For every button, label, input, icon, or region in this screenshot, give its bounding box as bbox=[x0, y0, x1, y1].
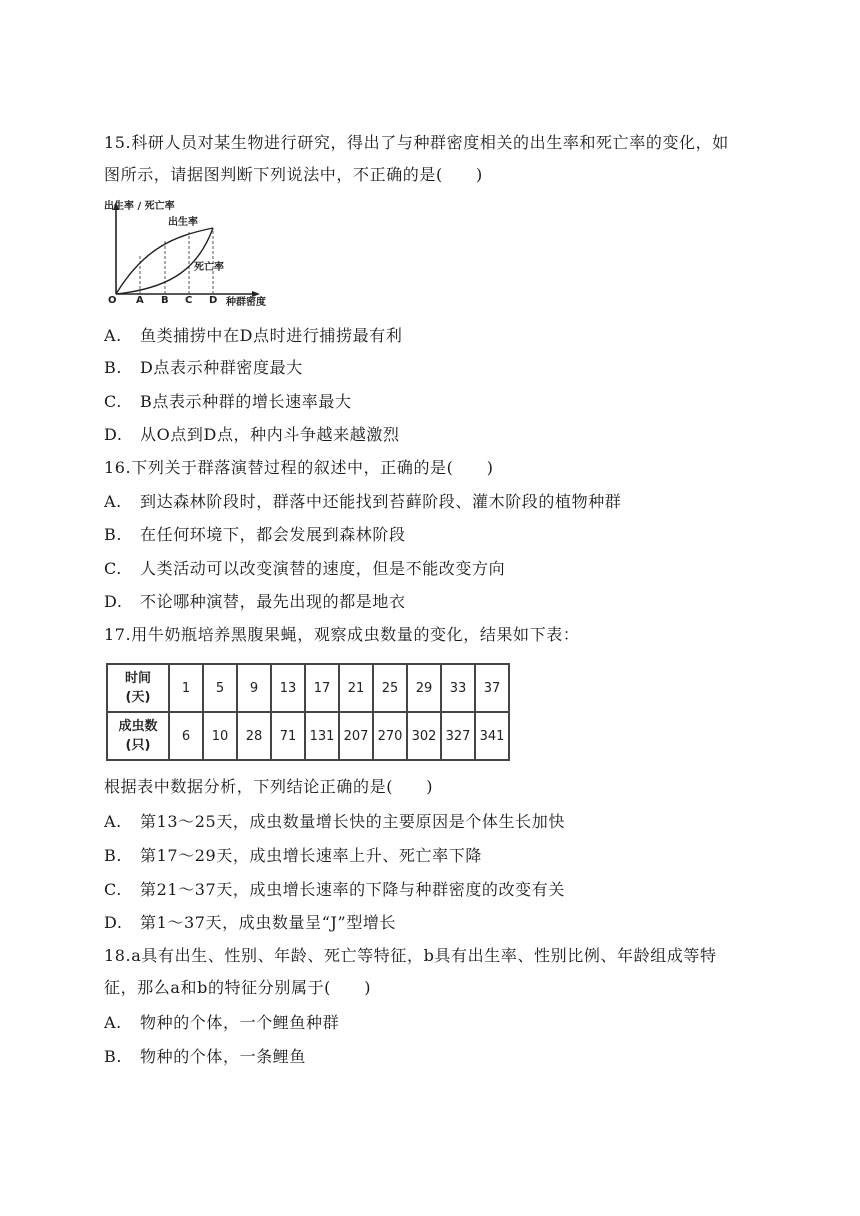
death-rate-curve bbox=[116, 228, 213, 294]
table-cell: 131 bbox=[305, 712, 339, 760]
graph-xlabel: 种群密度 bbox=[226, 297, 266, 308]
table-cell: 29 bbox=[407, 664, 441, 712]
table-row-time bbox=[107, 664, 509, 712]
q16-option-d: D. 不论哪种演替，最先出现的都是地衣 bbox=[104, 592, 406, 611]
q18-option-a: A. 物种的个体，一个鲤鱼种群 bbox=[104, 1013, 340, 1032]
table-row-count bbox=[107, 712, 509, 760]
q15-option-d: D. 从O点到D点，种内斗争越来越激烈 bbox=[104, 425, 400, 444]
origin-label: O bbox=[108, 295, 117, 306]
table-cell: 25 bbox=[373, 664, 407, 712]
q17-option-a: A. 第13～25天，成虫数量增长快的主要原因是个体生长加快 bbox=[104, 812, 565, 831]
table-cell: 33 bbox=[441, 664, 475, 712]
table-cell: 1 bbox=[169, 664, 203, 712]
q15-option-b: B. D点表示种群密度最大 bbox=[104, 358, 303, 377]
q17-prompt: 根据表中数据分析，下列结论正确的是( ) bbox=[104, 777, 434, 796]
tick-A: A bbox=[136, 295, 144, 306]
q15-option-c: C. B点表示种群的增长速率最大 bbox=[104, 392, 352, 411]
q16-option-b: B. 在任何环境下，都会发展到森林阶段 bbox=[104, 525, 406, 544]
death-rate-label: 死亡率 bbox=[194, 262, 224, 273]
q16-option-a: A. 到达森林阶段时，群落中还能找到苔藓阶段、灌木阶段的植物种群 bbox=[104, 492, 622, 511]
graph-ylabel: 出生率 / 死亡率 bbox=[104, 201, 175, 212]
q17-option-b: B. 第17～29天，成虫增长速率上升、死亡率下降 bbox=[104, 846, 482, 865]
table-cell: 37 bbox=[475, 664, 509, 712]
q15-stem-line2: 图所示，请据图判断下列说法中，不正确的是( ) bbox=[104, 165, 483, 184]
row-header-count: 成虫数 (只) bbox=[107, 712, 169, 760]
q17-stem: 17.用牛奶瓶培养黑腹果蝇，观察成虫数量的变化，结果如下表： bbox=[104, 625, 580, 644]
table-cell: 6 bbox=[169, 712, 203, 760]
table-cell: 9 bbox=[237, 664, 271, 712]
q18-stem-line1: 18.a具有出生、性别、年龄、死亡等特征，b具有出生率、性别比例、年龄组成等特 bbox=[104, 946, 717, 965]
table-cell: 21 bbox=[339, 664, 373, 712]
table-cell: 341 bbox=[475, 712, 509, 760]
table-cell: 302 bbox=[407, 712, 441, 760]
table-cell: 13 bbox=[271, 664, 305, 712]
q16-stem: 16.下列关于群落演替过程的叙述中，正确的是( ) bbox=[104, 458, 494, 477]
table-cell: 28 bbox=[237, 712, 271, 760]
row-header-time: 时间 (天) bbox=[107, 664, 169, 712]
table-cell: 71 bbox=[271, 712, 305, 760]
birth-rate-label: 出生率 bbox=[168, 217, 198, 228]
birth-rate-curve bbox=[116, 228, 213, 294]
table-cell: 10 bbox=[203, 712, 237, 760]
q17-option-c: C. 第21～37天，成虫增长速率的下降与种群密度的改变有关 bbox=[104, 880, 565, 899]
q17-option-d: D. 第1～37天，成虫数量呈“J”型增长 bbox=[104, 913, 397, 932]
tick-C: C bbox=[185, 295, 193, 306]
q15-density-graph bbox=[104, 196, 280, 308]
q15-option-a: A. 鱼类捕捞中在D点时进行捕捞最有利 bbox=[104, 326, 403, 345]
tick-B: B bbox=[161, 295, 169, 306]
table-cell: 270 bbox=[373, 712, 407, 760]
q16-option-c: C. 人类活动可以改变演替的速度，但是不能改变方向 bbox=[104, 559, 506, 578]
table-cell: 5 bbox=[203, 664, 237, 712]
table-cell: 327 bbox=[441, 712, 475, 760]
table-cell: 17 bbox=[305, 664, 339, 712]
tick-D: D bbox=[209, 295, 218, 306]
q17-data-table bbox=[106, 663, 510, 761]
q15-stem-line1: 15.科研人员对某生物进行研究，得出了与种群密度相关的出生率和死亡率的变化，如 bbox=[104, 133, 729, 152]
q18-option-b: B. 物种的个体，一条鲤鱼 bbox=[104, 1047, 307, 1066]
q18-stem-line2: 征，那么a和b的特征分别属于( ) bbox=[104, 978, 372, 997]
table-cell: 207 bbox=[339, 712, 373, 760]
